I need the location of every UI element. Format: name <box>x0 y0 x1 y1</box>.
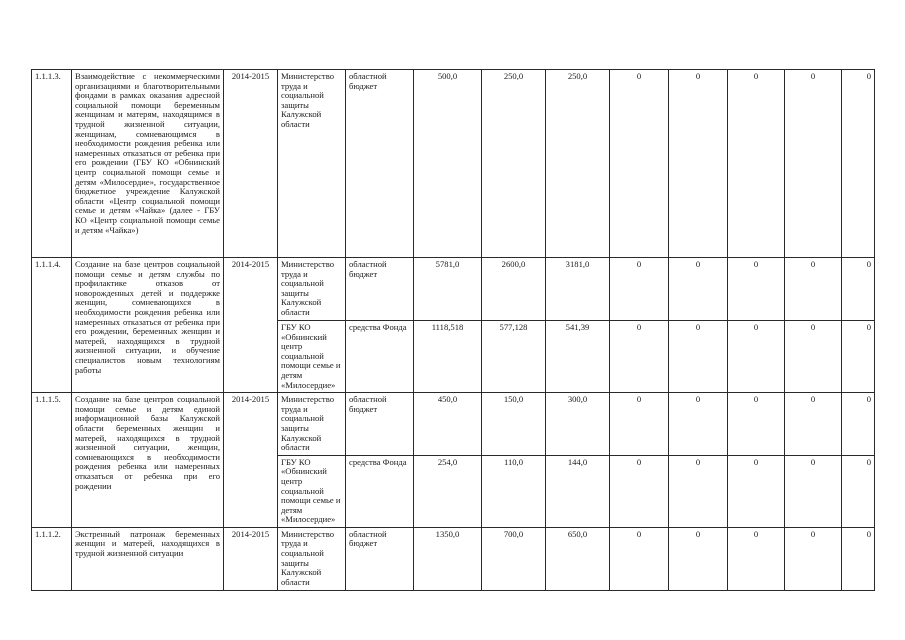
amount-year-col: 0 <box>669 258 728 321</box>
table-row <box>32 258 875 321</box>
amount-2014: 577,128 <box>482 321 546 393</box>
amount-2014: 2600,0 <box>482 258 546 321</box>
amount-total: 500,0 <box>414 70 482 258</box>
amount-year-col: 0 <box>728 70 785 258</box>
amount-year-col: 0 <box>842 258 875 321</box>
amount-year-col: 0 <box>785 455 842 527</box>
item-period: 2014-2015 <box>224 393 278 528</box>
amount-2015: 3181,0 <box>546 258 610 321</box>
amount-year-col: 0 <box>728 527 785 590</box>
funding-source: областной бюджет <box>346 393 414 456</box>
amount-2015: 144,0 <box>546 455 610 527</box>
amount-year-col: 0 <box>669 321 728 393</box>
amount-2015: 650,0 <box>546 527 610 590</box>
funding-source: областной бюджет <box>346 258 414 321</box>
item-period: 2014-2015 <box>224 527 278 590</box>
amount-year-col: 0 <box>669 393 728 456</box>
item-description: Экстренный патронаж беременных женщин и матерей, находящихся в трудной жизненной ситуации <box>72 527 224 590</box>
executor: Министерство труда и социальной защиты Калужской области <box>278 70 346 258</box>
item-description: Создание на базе центров социальной помощи семье и детям единой информационной базы Калужской области беременных женщин и матерей, находящихся в трудной жизненной ситуации, женщин, сомневающихся в необходимости рождения ребенка или намеренных отказаться от ребенка при его рождении <box>72 393 224 528</box>
amount-year-col: 0 <box>610 393 669 456</box>
amount-2014: 110,0 <box>482 455 546 527</box>
amount-year-col: 0 <box>728 455 785 527</box>
amount-year-col: 0 <box>728 258 785 321</box>
amount-year-col: 0 <box>842 393 875 456</box>
item-description: Создание на базе центров социальной помощи семье и детям службы по профилактике отказов от новорожденных детей и поддержке женщин, сомневающихся в необходимости рождения ребенка или намеренных отказаться от ребенка при его рождении, беременных женщин и матерей, находящихся в трудной жизненной ситуации, и обучение специалистов новым технологиям работы <box>72 258 224 393</box>
executor: ГБУ КО «Обнинский центр социальной помощи семье и детям «Милосердие» <box>278 455 346 527</box>
item-number: 1.1.1.3. <box>32 70 72 258</box>
funding-source: средства Фонда <box>346 321 414 393</box>
table-row <box>32 393 875 456</box>
amount-year-col: 0 <box>669 527 728 590</box>
amount-year-col: 0 <box>785 527 842 590</box>
amount-total: 1118,518 <box>414 321 482 393</box>
executor: ГБУ КО «Обнинский центр социальной помощи семье и детям «Милосердие» <box>278 321 346 393</box>
executor: Министерство труда и социальной защиты Калужской области <box>278 258 346 321</box>
amount-2014: 250,0 <box>482 70 546 258</box>
executor: Министерство труда и социальной защиты Калужской области <box>278 393 346 456</box>
amount-year-col: 0 <box>669 455 728 527</box>
amount-year-col: 0 <box>785 393 842 456</box>
amount-year-col: 0 <box>669 70 728 258</box>
amount-year-col: 0 <box>728 393 785 456</box>
funding-source: областной бюджет <box>346 527 414 590</box>
amount-year-col: 0 <box>842 321 875 393</box>
amount-year-col: 0 <box>785 321 842 393</box>
item-number: 1.1.1.2. <box>32 527 72 590</box>
amount-year-col: 0 <box>610 258 669 321</box>
amount-year-col: 0 <box>785 70 842 258</box>
amount-year-col: 0 <box>610 70 669 258</box>
executor: Министерство труда и социальной защиты Калужской области <box>278 527 346 590</box>
amount-year-col: 0 <box>785 258 842 321</box>
item-description: Взаимодействие с некоммерческими организациями и благотворительными фондами в рамках оказания адресной социальной помощи беременным женщинам и матерям, находящимся в трудной жизненной ситуации, женщинам, сомневающимся в необходимости рождения ребенка или намеренных отказаться от ребенка при его рождении (ГБУ КО «Обнинский центр социальной помощи семье и детям «Милосердие», государственное бюджетное учреждение Калужской области «Центр социальной помощи семье и детям «Чайка» (далее - ГБУ КО «Центр социальной помощи семье и детям «Чайка») <box>72 70 224 258</box>
funding-source: средства Фонда <box>346 455 414 527</box>
amount-total: 450,0 <box>414 393 482 456</box>
amount-total: 254,0 <box>414 455 482 527</box>
amount-year-col: 0 <box>728 321 785 393</box>
amount-2015: 541,39 <box>546 321 610 393</box>
amount-2014: 700,0 <box>482 527 546 590</box>
amount-year-col: 0 <box>610 527 669 590</box>
amount-year-col: 0 <box>842 455 875 527</box>
table-row <box>32 70 875 258</box>
item-period: 2014-2015 <box>224 258 278 393</box>
item-number: 1.1.1.4. <box>32 258 72 393</box>
table-row <box>32 527 875 590</box>
amount-year-col: 0 <box>842 70 875 258</box>
amount-total: 5781,0 <box>414 258 482 321</box>
item-period: 2014-2015 <box>224 70 278 258</box>
amount-2015: 300,0 <box>546 393 610 456</box>
amount-2014: 150,0 <box>482 393 546 456</box>
program-activities-table <box>31 69 875 591</box>
amount-2015: 250,0 <box>546 70 610 258</box>
item-number: 1.1.1.5. <box>32 393 72 528</box>
amount-year-col: 0 <box>610 455 669 527</box>
funding-source: областной бюджет <box>346 70 414 258</box>
amount-total: 1350,0 <box>414 527 482 590</box>
amount-year-col: 0 <box>842 527 875 590</box>
amount-year-col: 0 <box>610 321 669 393</box>
